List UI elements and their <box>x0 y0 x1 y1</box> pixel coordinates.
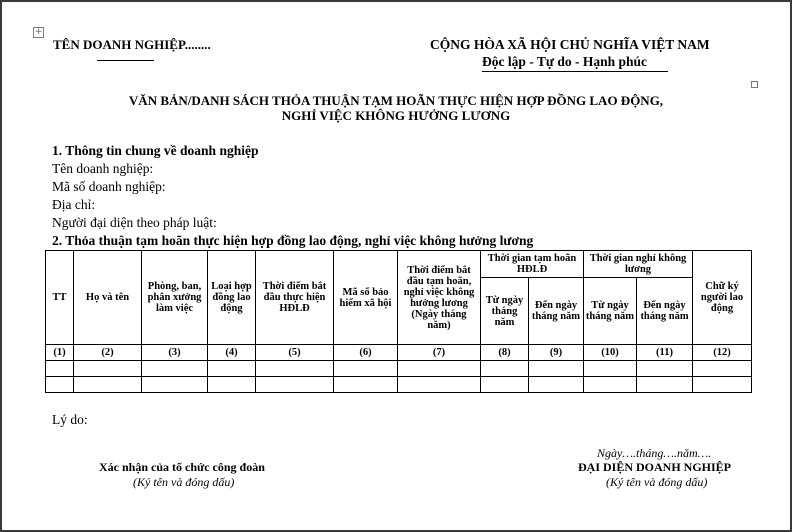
reason-label: Lý do: <box>52 412 88 427</box>
header-deferral-period: Thời gian tạm hoãn HĐLĐ <box>481 251 584 278</box>
paragraph-marker-icon <box>751 81 758 88</box>
section1-heading: 1. Thông tin chung về doanh nghiệp <box>52 143 259 158</box>
date-line: Ngày….tháng….năm…. <box>597 446 712 460</box>
table-row[interactable] <box>46 361 752 377</box>
header-deferral-start: Thời điểm bắt đầu tạm hoãn, nghỉ việc không hưởng lương (Ngày tháng năm) <box>398 251 481 345</box>
col-number: (12) <box>693 345 752 361</box>
header-leave-from: Từ ngày tháng năm <box>584 278 637 345</box>
header-tt: TT <box>46 251 74 345</box>
col-number: (10) <box>584 345 637 361</box>
field-company-name: Tên doanh nghiệp: <box>52 161 154 176</box>
table-row[interactable] <box>46 377 752 393</box>
header-signature: Chữ ký người lao động <box>693 251 752 345</box>
header-leave-to: Đến ngày tháng năm <box>637 278 693 345</box>
header-leave-period: Thời gian nghỉ không lương <box>584 251 693 278</box>
field-legal-rep: Người đại diện theo pháp luật: <box>52 215 217 230</box>
col-number: (2) <box>74 345 142 361</box>
representative-title: ĐẠI DIỆN DOANH NGHIỆP <box>578 460 732 474</box>
header-deferral-to: Đến ngày tháng năm <box>529 278 584 345</box>
col-number: (5) <box>256 345 334 361</box>
motto: Độc lập - Tự do - Hạnh phúc <box>482 54 648 69</box>
document-title-line2: NGHỈ VIỆC KHÔNG HƯỞNG LƯƠNG <box>281 108 511 123</box>
representative-sign-note: (Ký tên và đóng dấu) <box>606 475 708 489</box>
header-name: Họ và tên <box>74 251 142 345</box>
table-move-handle-icon[interactable]: + <box>34 27 43 37</box>
union-confirm-label: Xác nhận của tổ chức công đoàn <box>99 460 265 474</box>
header-insurance-code: Mã số bảo hiểm xã hội <box>334 251 398 345</box>
union-sign-note: (Ký tên và đóng dấu) <box>133 475 235 489</box>
agreement-table <box>45 250 752 393</box>
document-title-line1: VĂN BẢN/DANH SÁCH THỎA THUẬN TẠM HOÃN THỰC HIỆN HỢP ĐỒNG LAO ĐỘNG, <box>128 93 664 108</box>
field-company-code: Mã số doanh nghiệp: <box>52 179 166 194</box>
field-address: Địa chỉ: <box>52 197 96 212</box>
section2-heading: 2. Thỏa thuận tạm hoãn thực hiện hợp đồng lao động, nghỉ việc không hưởng lương <box>52 233 534 248</box>
header-department: Phòng, ban, phân xưởng làm việc <box>142 251 208 345</box>
col-number: (6) <box>334 345 398 361</box>
col-number: (4) <box>208 345 256 361</box>
company-underline <box>97 60 154 61</box>
col-number: (3) <box>142 345 208 361</box>
motto-underline <box>482 71 668 72</box>
col-number: (11) <box>637 345 693 361</box>
col-number: (7) <box>398 345 481 361</box>
company-label: TÊN DOANH NGHIỆP........ <box>53 37 211 52</box>
col-number: (1) <box>46 345 74 361</box>
header-deferral-from: Từ ngày tháng năm <box>481 278 529 345</box>
col-number: (9) <box>529 345 584 361</box>
nation-heading: CỘNG HÒA XÃ HỘI CHỦ NGHĨA VIỆT NAM <box>430 37 710 52</box>
header-contract-type: Loại hợp đồng lao động <box>208 251 256 345</box>
col-number: (8) <box>481 345 529 361</box>
header-start-date: Thời điểm bắt đầu thực hiện HĐLĐ <box>256 251 334 345</box>
